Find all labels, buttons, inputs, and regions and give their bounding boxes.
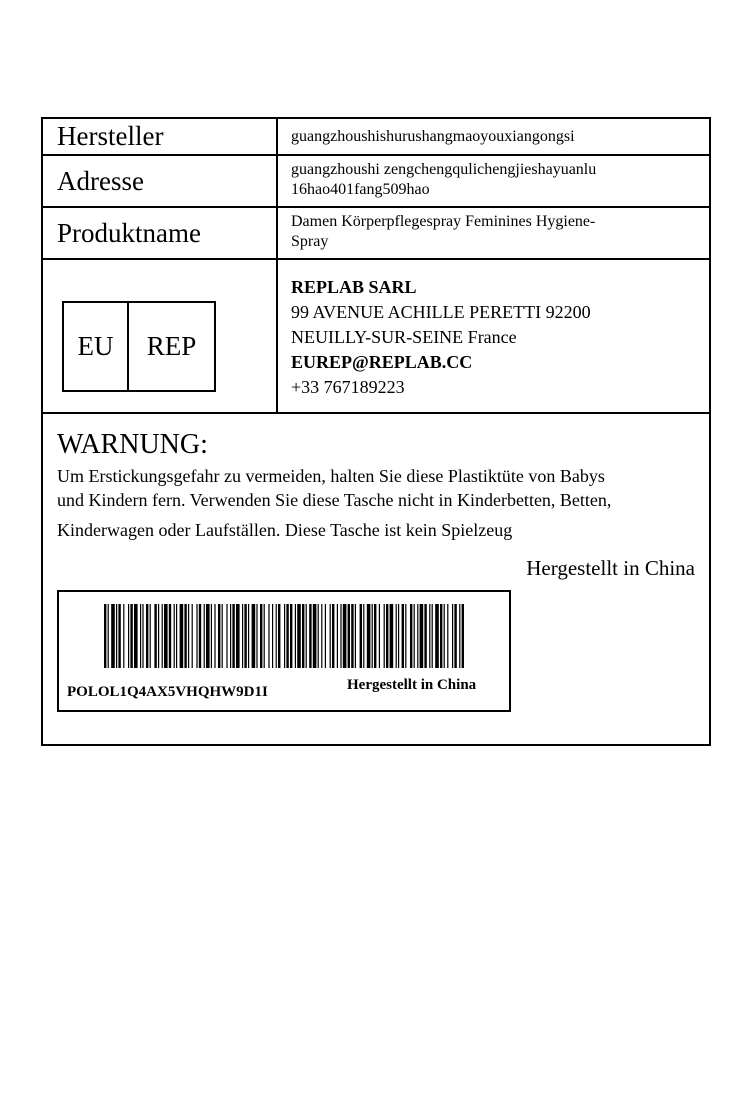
manufacturer-key: Hersteller (43, 119, 278, 154)
product-name-key: Produktname (43, 208, 278, 258)
address-line-2: 16hao401fang509hao (291, 181, 430, 198)
eu-rep-symbol-cell (43, 260, 278, 412)
product-name-line-1: Damen Körperpflegespray Feminines Hygiene- (291, 213, 596, 230)
eu-rep-company: REPLAB SARL (291, 277, 417, 297)
eu-rep-row (43, 260, 709, 414)
barcode-bars (104, 604, 464, 668)
product-name-row (43, 208, 709, 260)
eu-rep-symbol (62, 301, 216, 392)
manufacturer-row (43, 119, 709, 156)
manufacturer-value: guangzhoushishurushangmaoyouxiangongsi (291, 127, 575, 145)
product-name-value (278, 208, 709, 258)
warning-line-1: Um Erstickungsgefahr zu vermeiden, halten Sie diese Plastiktüte von Babys (57, 466, 605, 486)
product-name-line-2: Spray (291, 233, 329, 250)
eu-rep-symbol-eu: EU (64, 303, 129, 390)
eu-rep-email: EUREP@REPLAB.CC (291, 352, 473, 372)
barcode-box (57, 590, 511, 712)
address-row (43, 156, 709, 208)
warning-title: WARNUNG: (57, 429, 208, 460)
eu-rep-phone: +33 767189223 (291, 377, 405, 397)
warning-text (57, 464, 697, 542)
eu-rep-address-2: NEUILLY-SUR-SEINE France (291, 327, 517, 347)
address-line-1: guangzhoushi zengchengqulichengjieshayuanlu (291, 161, 597, 178)
made-in-china: Hergestellt in China (526, 556, 695, 580)
eu-rep-address-1: 99 AVENUE ACHILLE PERETTI 92200 (291, 302, 591, 322)
barcode-made-in: Hergestellt in China (347, 677, 477, 693)
warning-line-3: Kinderwagen oder Laufställen. Diese Tasche ist kein Spielzeug (57, 520, 513, 540)
barcode-code: POLOL1Q4AX5VHQHW9D1I (67, 684, 268, 700)
warning-line-2: und Kindern fern. Verwenden Sie diese Tasche nicht in Kinderbetten, Betten, (57, 490, 612, 510)
address-key: Adresse (43, 156, 278, 206)
eu-rep-symbol-rep: REP (146, 331, 197, 361)
address-value (278, 156, 709, 206)
product-label (41, 117, 711, 746)
eu-rep-details (278, 260, 709, 412)
